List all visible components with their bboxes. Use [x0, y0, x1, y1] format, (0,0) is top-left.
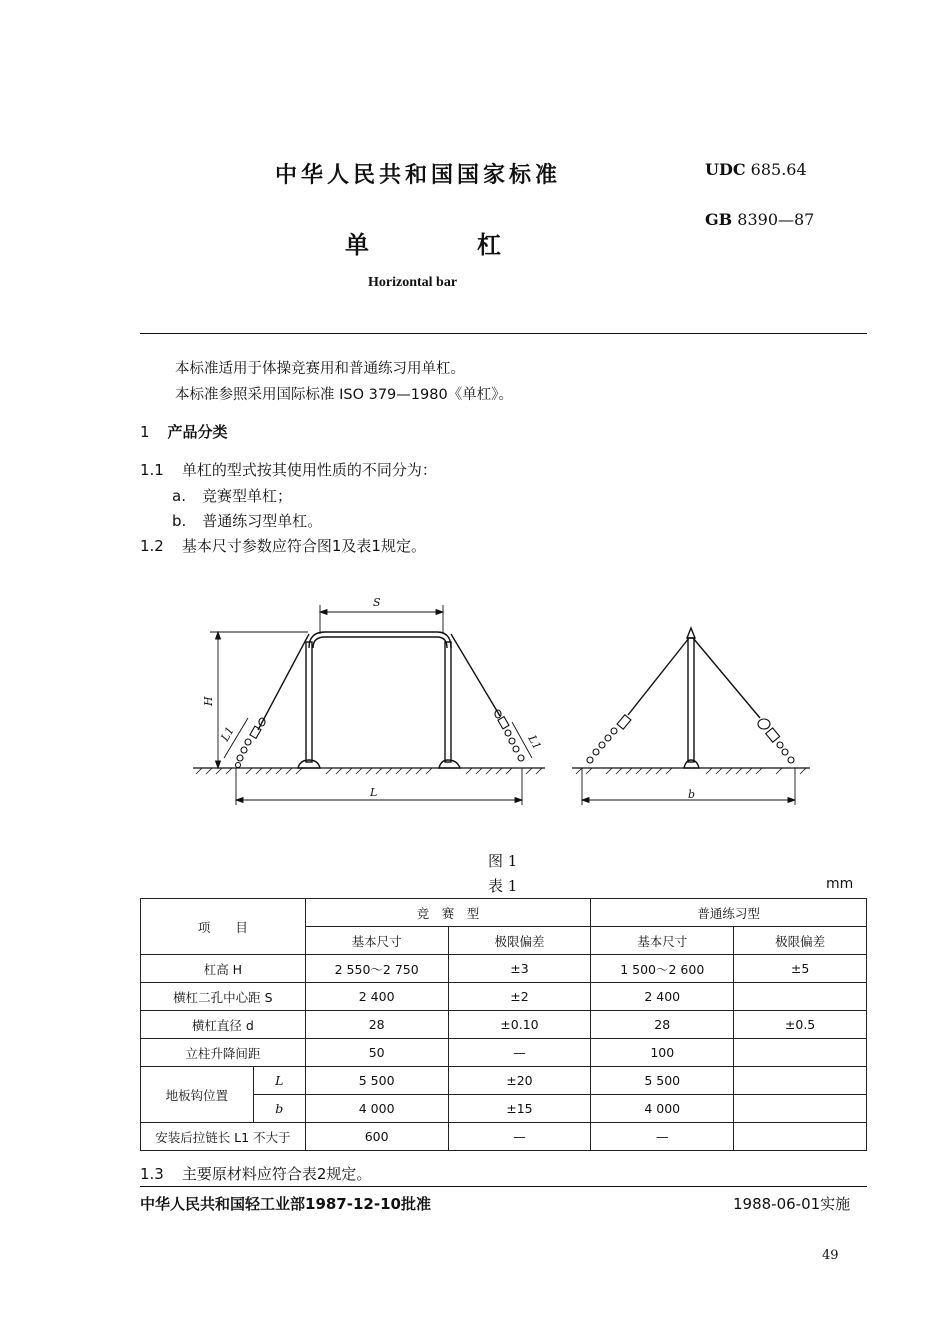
- table-1: [140, 898, 867, 1151]
- cell: ±2: [448, 983, 591, 1011]
- cell: 4 000: [305, 1095, 448, 1123]
- label-H: H: [202, 696, 215, 706]
- table-row: [141, 1067, 867, 1095]
- left-guy-cable: [258, 634, 309, 730]
- side-left-cable: [628, 638, 689, 715]
- table-header-row: [141, 899, 867, 927]
- label-L1-right: L1: [525, 733, 544, 752]
- cell: ±5: [734, 955, 867, 983]
- page-number: 49: [822, 1248, 839, 1263]
- gb-number: GB 8390—87: [705, 210, 815, 229]
- cell: ±20: [448, 1067, 591, 1095]
- section-1-2: 1.2 基本尺寸参数应符合图1及表1规定。: [140, 537, 426, 555]
- right-base: [439, 760, 460, 768]
- side-top: [687, 628, 695, 638]
- footer-divider: [140, 1186, 867, 1187]
- section-1-heading: 1 产品分类: [140, 423, 228, 441]
- cell: 2 400: [305, 983, 448, 1011]
- table-caption: 表 1: [488, 877, 518, 895]
- side-base: [684, 760, 699, 768]
- document-title: 单 杠: [345, 231, 501, 259]
- english-title: Horizontal bar: [368, 275, 458, 290]
- row-item: 杠高 H: [141, 955, 306, 983]
- sub-basic-header: 基本尺寸: [591, 927, 734, 955]
- cell: [734, 1039, 867, 1067]
- table-row: [141, 983, 867, 1011]
- table-row: [141, 955, 867, 983]
- row-item: 安装后拉链长 L1 不大于: [141, 1123, 306, 1151]
- item-a: a. 竞赛型单杠；: [172, 487, 292, 505]
- cell: —: [448, 1123, 591, 1151]
- chains-side-view: [587, 715, 794, 763]
- group-practice-header: 普通练习型: [591, 899, 867, 927]
- cell: [734, 983, 867, 1011]
- cell: [734, 1123, 867, 1151]
- national-standard-heading: 中华人民共和国国家标准: [275, 163, 562, 188]
- title-divider: [140, 333, 867, 334]
- crossbar-bottom: [313, 637, 447, 648]
- cell: 50: [305, 1039, 448, 1067]
- dimension-lines-front: [210, 605, 532, 805]
- table-unit: mm: [826, 876, 854, 892]
- left-upright: [306, 642, 312, 762]
- section-1-3: 1.3 主要原材料应符合表2规定。: [140, 1165, 372, 1183]
- cell: 28: [591, 1011, 734, 1039]
- approval-line: 中华人民共和国轻工业部1987-12-10批准: [140, 1195, 431, 1213]
- cell: 600: [305, 1123, 448, 1151]
- figure-caption: 图 1: [488, 852, 518, 870]
- sub-basic-header: 基本尺寸: [305, 927, 448, 955]
- cell: 4 000: [591, 1095, 734, 1123]
- cell: [734, 1095, 867, 1123]
- sub-tolerance-header: 极限偏差: [734, 927, 867, 955]
- side-view: [628, 628, 760, 768]
- group-competition-header: 竞 赛 型: [305, 899, 591, 927]
- cell: 28: [305, 1011, 448, 1039]
- intro-line-1: 本标准适用于体操竞赛用和普通练习用单杠。: [175, 361, 465, 377]
- label-b: b: [688, 788, 696, 801]
- label-S: S: [373, 596, 381, 609]
- cell: —: [591, 1123, 734, 1151]
- competition-bar-front-view: [258, 632, 500, 768]
- cell: ±0.10: [448, 1011, 591, 1039]
- right-upright: [445, 642, 451, 762]
- row-item: 横杠二孔中心距 S: [141, 983, 306, 1011]
- side-right-cable: [693, 638, 760, 718]
- cell: 5 500: [591, 1067, 734, 1095]
- cell: [734, 1067, 867, 1095]
- table-row: [141, 1039, 867, 1067]
- cell: 5 500: [305, 1067, 448, 1095]
- label-L1-left: L1: [218, 724, 237, 744]
- udc-code: UDC 685.64: [705, 160, 807, 179]
- table-row: [141, 1011, 867, 1039]
- intro-line-2: 本标准参照采用国际标准 ISO 379—1980《单杠》。: [175, 387, 513, 403]
- row-item: 横杠直径 d: [141, 1011, 306, 1039]
- right-guy-cable: [451, 634, 500, 716]
- label-L: L: [370, 786, 378, 799]
- row-item: 地板钩位置: [141, 1067, 254, 1123]
- figure-1-drawing: [0, 590, 950, 820]
- cell: 2 400: [591, 983, 734, 1011]
- side-upright: [688, 638, 694, 762]
- cell: ±0.5: [734, 1011, 867, 1039]
- effective-date: 1988-06-01实施: [733, 1195, 851, 1213]
- item-b: b. 普通练习型单杠。: [172, 512, 323, 530]
- cell: ±3: [448, 955, 591, 983]
- cell: ±15: [448, 1095, 591, 1123]
- cell: 1 500～2 600: [591, 955, 734, 983]
- table-row: [141, 1123, 867, 1151]
- left-base: [298, 760, 320, 768]
- row-subitem: L: [253, 1067, 305, 1095]
- row-item: 立柱升降间距: [141, 1039, 306, 1067]
- cell: —: [448, 1039, 591, 1067]
- crossbar-top: [309, 632, 451, 648]
- cell: 2 550～2 750: [305, 955, 448, 983]
- sub-tolerance-header: 极限偏差: [448, 927, 591, 955]
- ground-hatching: [196, 768, 806, 774]
- col-item-header: 项 目: [141, 899, 306, 955]
- cell: 100: [591, 1039, 734, 1067]
- row-subitem: b: [253, 1095, 305, 1123]
- chains-front-view: [236, 710, 525, 768]
- section-1-1: 1.1 单杠的型式按其使用性质的不同分为：: [140, 461, 437, 479]
